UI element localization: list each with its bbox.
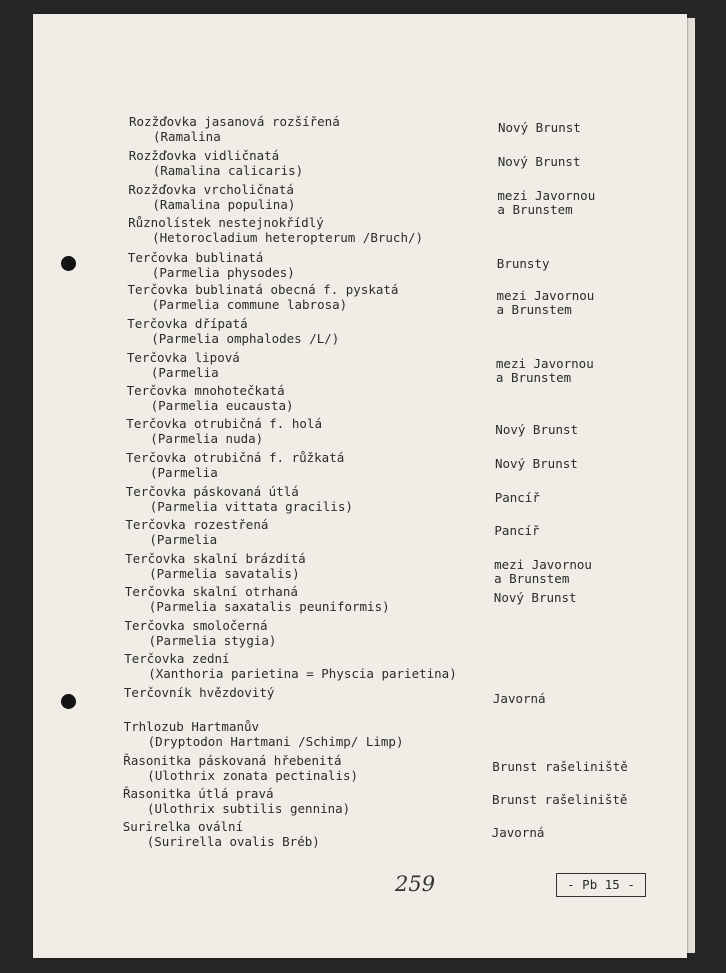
latin-name: (Parmelia nuda) — [150, 431, 264, 446]
latin-name: (Ramalina — [153, 129, 221, 144]
species-entry — [33, 786, 687, 820]
species-entry — [33, 250, 687, 284]
latin-name: (Parmelia — [150, 465, 218, 480]
species-entry — [33, 551, 687, 585]
location: Nový Brunst — [495, 456, 578, 471]
czech-name: Terčovník hvězdovitý — [123, 685, 275, 700]
location: mezi Javornou — [496, 288, 595, 303]
punch-hole-top — [61, 256, 76, 271]
latin-name: (Parmelia vittata gracilis) — [149, 499, 353, 514]
czech-name: Různolístek nestejnokřídlý — [128, 215, 324, 230]
czech-name: Terčovka smoločerná — [124, 618, 268, 633]
location: Nový Brunst — [493, 590, 577, 605]
location: Nový Brunst — [498, 120, 581, 135]
species-entry — [33, 685, 687, 719]
czech-name: Surirelka ovální — [122, 819, 244, 834]
species-entry — [33, 383, 687, 417]
czech-name: Terčovka zední — [124, 651, 230, 666]
latin-name: (Parmelia stygia) — [148, 633, 277, 648]
latin-name: (Parmelia eucausta) — [150, 398, 294, 413]
location-line-2: a Brunstem — [496, 302, 572, 317]
species-entry — [33, 719, 687, 753]
latin-name: (Ramalina populina) — [152, 197, 296, 212]
latin-name: (Ulothrix zonata pectinalis) — [147, 768, 359, 783]
latin-name: (Surirella ovalis Bréb) — [146, 834, 320, 849]
location-line-2: a Brunstem — [495, 370, 572, 385]
czech-name: Terčovka rozestřená — [125, 517, 269, 532]
czech-name: Řasonitka páskovaná hřebenitá — [123, 753, 342, 768]
species-entry — [33, 753, 687, 787]
czech-name: Rozžďovka vrcholičnatá — [128, 182, 294, 197]
paper-sheet — [33, 14, 687, 958]
species-entry — [33, 484, 687, 518]
species-entry — [33, 618, 687, 652]
latin-name: (Parmelia saxatalis peuniformis) — [148, 599, 390, 614]
czech-name: Rozžďovka vidličnatá — [128, 148, 280, 163]
species-entry — [33, 416, 687, 450]
czech-name: Terčovka skalní otrhaná — [124, 584, 298, 599]
czech-name: Terčovka páskovaná útlá — [125, 484, 299, 499]
species-entry — [33, 316, 687, 350]
species-entry — [33, 517, 687, 551]
czech-name: Terčovka lipová — [126, 350, 240, 365]
latin-name: (Parmelia — [150, 365, 219, 380]
latin-name: (Xanthoria parietina = Physcia parietina) — [148, 666, 457, 681]
location-line-2: a Brunstem — [494, 571, 570, 586]
location: mezi Javornou — [497, 188, 596, 203]
species-entry — [33, 584, 687, 618]
punch-hole-bottom — [61, 694, 76, 709]
page-number: 259 — [395, 872, 436, 896]
species-entry — [33, 182, 687, 216]
czech-name: Terčovka otrubičná f. růžkatá — [126, 450, 345, 465]
latin-name: (Parmelia — [149, 532, 218, 547]
latin-name: (Parmelia commune labrosa) — [151, 297, 348, 312]
location: Nový Brunst — [497, 154, 581, 169]
location: Pancíř — [494, 523, 540, 538]
location: Brunsty — [496, 256, 550, 271]
location: Javorná — [491, 825, 545, 840]
latin-name: (Hetorocladium heteropterum /Bruch/) — [152, 230, 424, 245]
czech-name: Rozžďovka jasanová rozšířená — [129, 114, 340, 129]
location: mezi Javornou — [494, 557, 592, 572]
location: Pancíř — [494, 490, 540, 505]
species-entry — [33, 350, 687, 384]
latin-name: (Parmelia savatalis) — [149, 566, 300, 581]
czech-name: Terčovka dřípatá — [127, 316, 248, 331]
location: mezi Javornou — [495, 356, 594, 371]
czech-name: Terčovka skalní brázditá — [125, 551, 306, 566]
latin-name: (Parmelia omphalodes /L/) — [151, 331, 340, 346]
location: Nový Brunst — [495, 422, 579, 437]
location: Javorná — [492, 691, 546, 706]
page-reference-box: - Pb 15 - — [556, 873, 646, 897]
location: Brunst rašeliniště — [492, 792, 628, 807]
species-entry — [33, 819, 687, 853]
species-entry — [33, 215, 687, 249]
czech-name: Terčovka otrubičná f. holá — [126, 416, 322, 431]
species-entry — [33, 148, 687, 182]
species-entry — [33, 450, 687, 484]
czech-name: Terčovka bublinatá — [127, 250, 264, 265]
czech-name: Terčovka mnohotečkatá — [126, 383, 285, 398]
czech-name: Terčovka bublinatá obecná f. pyskatá — [127, 282, 399, 297]
latin-name: (Ulothrix subtilis gennina) — [147, 801, 351, 816]
location: Brunst rašeliniště — [492, 759, 628, 774]
location-line-2: a Brunstem — [497, 202, 573, 217]
species-entry — [33, 651, 687, 685]
czech-name: Trhlozub Hartmanův — [123, 719, 260, 734]
species-entry — [33, 114, 687, 148]
latin-name: (Dryptodon Hartmani /Schimp/ Limp) — [147, 734, 404, 749]
latin-name: (Parmelia physodes) — [151, 265, 295, 280]
species-entry — [33, 282, 687, 316]
czech-name: Řasonitka útlá pravá — [123, 786, 274, 801]
latin-name: (Ramalina calicaris) — [152, 163, 304, 178]
